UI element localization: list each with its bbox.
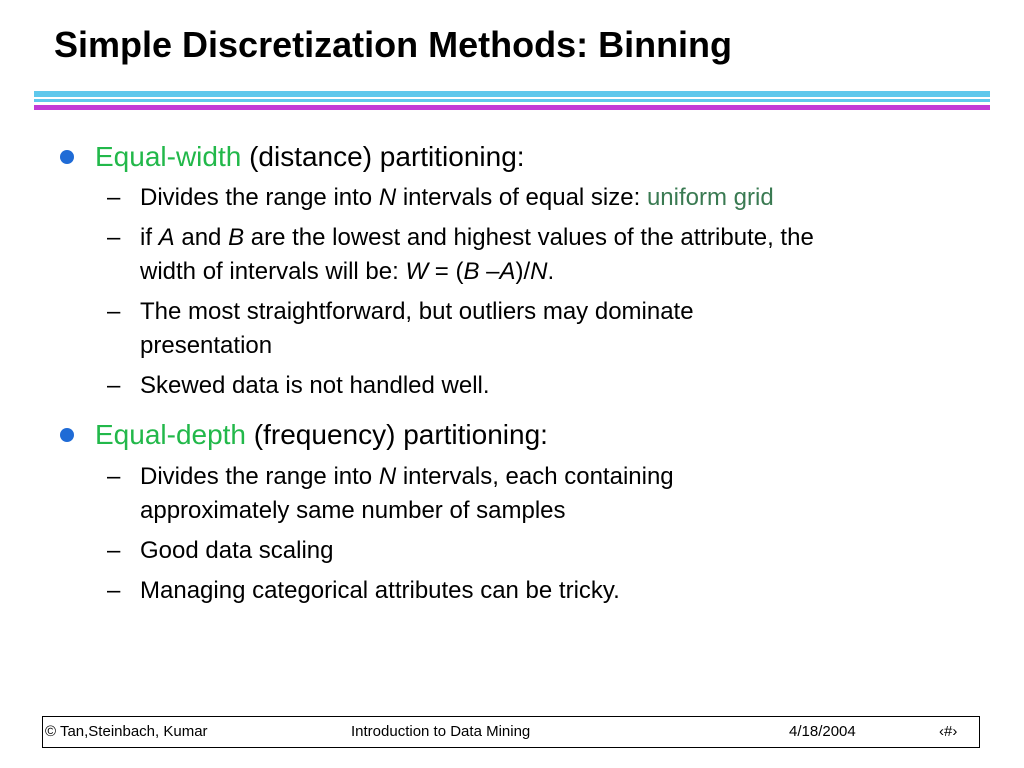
subitem-line — [140, 255, 554, 289]
text-run: – — [479, 258, 500, 285]
dash-marker: – — [107, 372, 121, 399]
subitem-line — [140, 181, 774, 215]
dash-marker: – — [107, 577, 121, 604]
subitem-line: Skewed data is not handled well. — [140, 372, 490, 399]
footer-page-number: ‹#› — [939, 723, 958, 740]
text-run: are the lowest and highest values of the attribute, the — [244, 224, 814, 251]
footer-copyright: © Tan,Steinbach, Kumar — [45, 723, 208, 740]
bullet-term: Equal-width — [95, 141, 242, 172]
text-run: )/ — [515, 258, 531, 285]
subitem-line: approximately same number of samples — [140, 497, 566, 524]
variable-n: N — [378, 463, 397, 490]
bullet-equal-depth — [95, 418, 548, 452]
text-run: intervals of equal size: — [396, 184, 647, 211]
subitem-line: presentation — [140, 332, 273, 359]
footer-date: 4/18/2004 — [789, 723, 856, 740]
variable-n: N — [378, 184, 397, 211]
highlight-uniform-grid: uniform grid — [646, 184, 774, 211]
dash-marker: – — [107, 224, 121, 251]
dash-marker: – — [107, 463, 121, 490]
variable-a: A — [499, 258, 516, 285]
title-rule-middle — [34, 99, 990, 102]
bullet-equal-width — [95, 140, 525, 174]
bullet-text: (frequency) partitioning: — [246, 419, 548, 450]
subitem-line: The most straightforward, but outliers may dominate — [140, 298, 694, 325]
bullet-term: Equal-depth — [95, 419, 247, 450]
subitem-line: Good data scaling — [140, 537, 334, 564]
title-rule-bottom — [34, 105, 990, 110]
bullet-marker — [60, 150, 74, 164]
dash-marker: – — [107, 184, 121, 211]
text-run: and — [174, 224, 229, 251]
text-run: if — [140, 224, 159, 251]
bullet-text: (distance) partitioning: — [241, 141, 525, 172]
subitem-line — [140, 221, 814, 255]
variable-b: B — [228, 224, 245, 251]
dash-marker: – — [107, 537, 121, 564]
variable-a: A — [158, 224, 175, 251]
text-run: = ( — [428, 258, 464, 285]
variable-n: N — [530, 258, 548, 285]
subitem-line — [140, 460, 674, 494]
footer-course: Introduction to Data Mining — [351, 723, 531, 740]
text-run: Divides the range into — [140, 184, 379, 211]
variable-w: W — [405, 258, 429, 285]
slide-title: Simple Discretization Methods: Binning — [54, 24, 733, 65]
text-run: intervals, each containing — [396, 463, 674, 490]
slide-footer — [42, 716, 980, 748]
variable-b: B — [463, 258, 480, 285]
bullet-marker — [60, 428, 74, 442]
text-run: Divides the range into — [140, 463, 379, 490]
text-run: . — [547, 258, 555, 285]
text-run: width of intervals will be: — [140, 258, 406, 285]
title-rule-top — [34, 91, 990, 97]
subitem-line: Managing categorical attributes can be tricky. — [140, 577, 620, 604]
dash-marker: – — [107, 298, 121, 325]
